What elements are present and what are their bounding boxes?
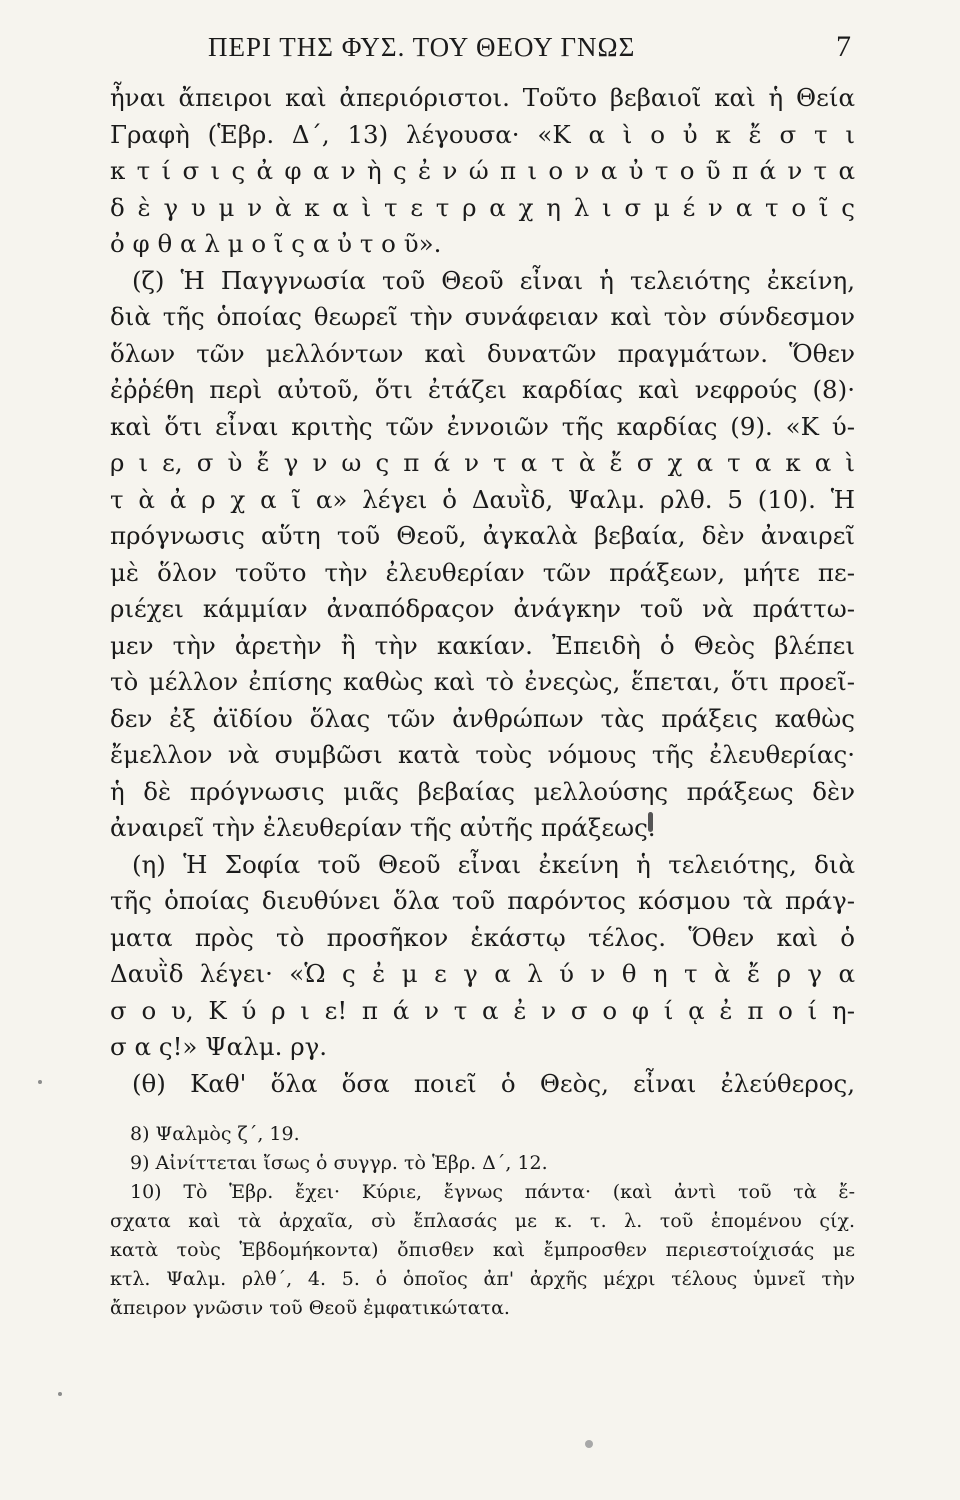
text-line: ρ ι ε, σ ὺ ἔ γ ν ω ς π ά ν τ α τ ὰ ἔ σ χ α τ α κ α ὶ <box>110 448 855 477</box>
footnote-line: ἄπειρον γνῶσιν τοῦ Θεοῦ ἐμφατικώτατα. <box>110 1297 510 1319</box>
text-line: σ ο υ, Κ ύ ρ ι ε! π ά ν τ α ἐ ν σ ο φ ί ᾳ ἐ π ο ί η- <box>110 995 855 1025</box>
page-text <box>110 30 855 1323</box>
text-line: ἔμελλον νὰ συμβῶσι κατὰ τοὺς νόμους τῆς ἐλευθερίας· <box>110 740 855 769</box>
body-text <box>110 80 855 1102</box>
text-line: μὲ ὅλον τοῦτο τὴν ἐλευθερίαν τῶν πράξεων, μήτε πε- <box>110 557 855 587</box>
text-line: δεν ἐξ ἀϊδίου ὅλας τῶν ἀνθρώπων τὰς πράξεις καθὼς <box>110 703 855 733</box>
text-line: πρόγνωσις αὕτη τοῦ Θεοῦ, ἀγκαλὰ βεβαία, δὲν ἀναιρεῖ <box>110 521 855 550</box>
footnote-line: κτλ. Ψαλμ. ρλθ΄, 4. 5. ὁ ὁποῖος ἀπ' ἀρχῆς μέχρι τέλους ὑμνεῖ τὴν <box>110 1268 855 1290</box>
ink-speck <box>585 1440 593 1448</box>
text-line: ὀ φ θ α λ μ ο ῖ ς α ὐ τ ο ῦ». <box>110 229 442 258</box>
footnote-line: 10) Τὸ Ἑβρ. ἔχει· Κύριε, ἔγνως πάντα· (καὶ ἀντὶ τοῦ τὰ ἔ- <box>130 1181 855 1203</box>
footnote-line: σχατα καὶ τὰ ἀρχαῖα, σὺ ἔπλασάς με κ. τ. λ. τοῦ ἑπομένου ςίχ. <box>110 1210 855 1232</box>
text-line: ὅλων τῶν μελλόντων καὶ δυνατῶν πραγμάτων. Ὅθεν <box>110 338 855 368</box>
text-line: δ ὲ γ υ μ ν ὰ κ α ὶ τ ε τ ρ α χ η λ ι σ μ έ ν α τ ο ῖ ς <box>110 192 855 222</box>
footnote-line: κατὰ τοὺς Ἑβδομήκοντα) ὄπισθεν καὶ ἔμπροσθεν περιεστοίχισάς με <box>110 1239 855 1261</box>
text-line: ριέχει κάμμίαν ἀναπόδραςον ἀνάγκην τοῦ νὰ πράττω- <box>110 594 855 623</box>
footnote-line: 9) Αἰνίττεται ἴσως ὁ συγγρ. τὸ Ἑβρ. Δ΄, 12. <box>130 1152 548 1174</box>
text-line: ματα πρὸς τὸ προσῆκον ἑκάστῳ τέλος. Ὅθεν καὶ ὁ <box>110 922 855 952</box>
text-line: διὰ τῆς ὁποίας θεωρεῖ τὴν συνάφειαν καὶ τὸν σύνδεσμον <box>110 302 855 331</box>
text-line: ἡ δὲ πρόγνωσις μιᾶς βεβαίας μελλούσης πράξεως δὲν <box>110 776 855 806</box>
ink-speck <box>58 1392 62 1396</box>
running-title: ΠΕΡΙ ΤΗΣ ΦΥΣ. ΤΟΥ ΘΕΟΥ ΓΝΩΣ <box>208 32 636 62</box>
page-number: 7 <box>836 30 851 63</box>
text-line: (θ) Καθ' ὅλα ὅσα ποιεῖ ὁ Θεὸς, εἶναι ἐλεύθερος, <box>132 1068 855 1098</box>
text-line: ἐῤῥέθη περὶ αὐτοῦ, ὅτι ἐτάζει καρδίας καὶ νεφρούς (8)· <box>110 375 855 404</box>
text-line: ἀναιρεῖ τὴν ἐλευθερίαν τῆς αὐτῆς πράξεως. <box>110 813 656 842</box>
footnotes <box>110 1120 855 1323</box>
footnote-line: 8) Ψαλμὸς ζ΄, 19. <box>130 1123 300 1145</box>
text-line: ἦναι ἄπειροι καὶ ἀπεριόριστοι. Τοῦτο βεβαιοῖ καὶ ἡ Θεία <box>110 83 855 112</box>
text-line: καὶ ὅτι εἶναι κριτὴς τῶν ἐννοιῶν τῆς καρδίας (9). «Κ ύ- <box>110 411 855 441</box>
text-line: τ ὰ ἀ ρ χ α ῖ α» λέγει ὁ Δαυῒδ, Ψαλμ. ρλθ. 5 (10). Ἡ <box>110 484 855 514</box>
page-header <box>110 30 855 80</box>
text-line: Δαυῒδ λέγει· «Ὡ ς ἐ μ ε γ α λ ύ ν θ η τ ὰ ἔ ρ γ α <box>110 959 855 988</box>
text-line: τῆς ὁποίας διευθύνει ὅλα τοῦ παρόντος κόσμου τὰ πράγ- <box>110 886 855 915</box>
text-line: (η) Ἡ Σοφία τοῦ Θεοῦ εἶναι ἐκείνη ἡ τελειότης, διὰ <box>132 849 855 879</box>
ink-speck <box>38 1080 42 1084</box>
text-line: τὸ μέλλον ἐπίσης καθὼς καὶ τὸ ἐνεςὼς, ἕπεται, ὅτι προεῖ- <box>110 667 855 696</box>
text-line: μεν τὴν ἀρετὴν ἢ τὴν κακίαν. Ἐπειδὴ ὁ Θεὸς βλέπει <box>110 630 855 660</box>
text-line: Γραφὴ (Ἑβρ. Δ΄, 13) λέγουσα· «Κ α ὶ ο ὐ κ ἔ σ τ ι <box>110 119 855 149</box>
text-line: σ α ς!» Ψαλμ. ργ. <box>110 1032 328 1061</box>
text-line: (ζ) Ἡ Παγγνωσία τοῦ Θεοῦ εἶναι ἡ τελειότης ἐκείνη, <box>132 265 855 295</box>
text-line: κ τ ί σ ι ς ἀ φ α ν ὴ ς ἐ ν ώ π ι ο ν α ὐ τ ο ῦ π ά ν τ α <box>110 156 855 185</box>
